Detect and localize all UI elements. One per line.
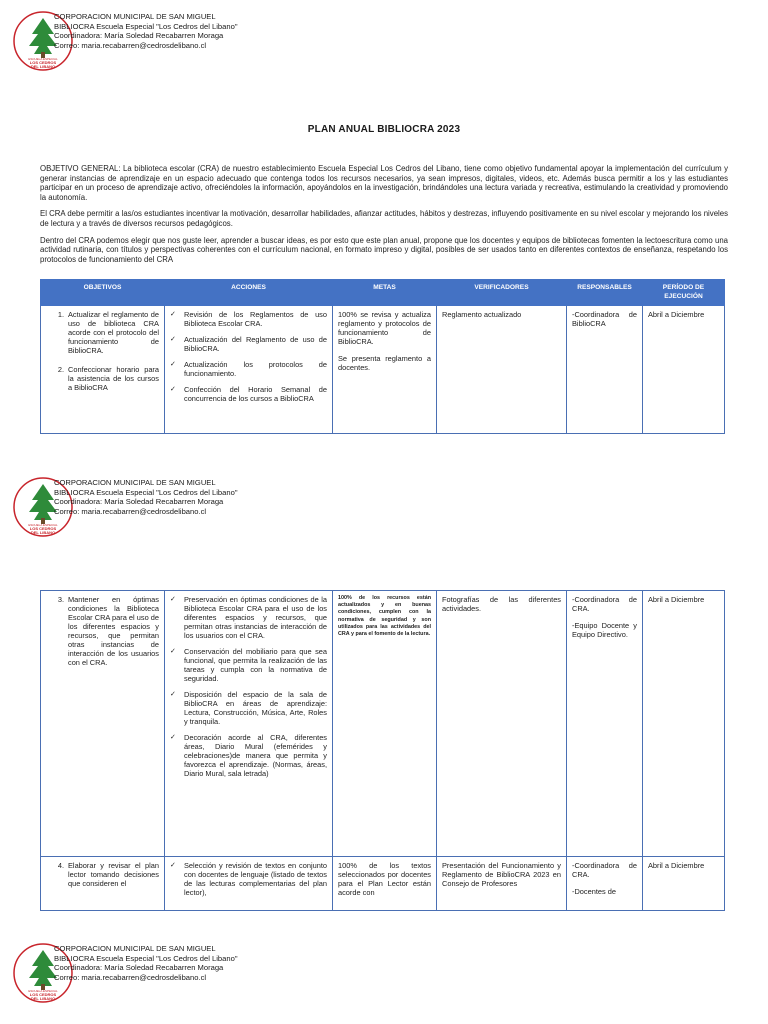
period-cell	[643, 306, 725, 434]
header-coordinator: Coordinadora: María Soledad Recabarren Moraga	[54, 31, 224, 41]
action-item: ✓ Conservación del mobiliario para que sea funcional, que permita la realización de las tareas y cumpla con la normativa de seguridad.	[170, 647, 327, 683]
period-cell	[643, 591, 725, 857]
logo-text-2: LOS CEDROS	[29, 60, 57, 65]
period-text: Abril a Diciembre	[648, 595, 705, 604]
paragraph-objective: OBJETIVO GENERAL: La biblioteca escolar (CRA) de nuestro establecimiento Escuela Especial Los Cedros del Libano, tiene como objetivo fundamental apoyar la implementación del currículum y generar instancias de aprendizaje en un espacio adecuado que contenga todos los recursos necesarios, ya sean impresos, digitales, videos, etc. Además busca permitir a los y las estudiantes participar en un proceso de aprendizaje activo, ofreciéndoles la información, apoyándolos en la investigación, brindándoles una lectura variada y recreativa, estimulando la creatividad y promoviendo la autonomía.	[40, 164, 728, 202]
goal-text: 100% de los recursos están actualizados y en buenas condiciones, cumplen con la normativa de seguridad y son utilizados para las actividades del CRA y para el fomento de la lectura.	[338, 595, 431, 638]
col-verificadores: VERIFICADORES	[437, 280, 567, 306]
period-text: Abril a Diciembre	[648, 310, 705, 319]
header-email[interactable]: Correo: maria.recabarren@cedrosdelibano.cl	[54, 40, 207, 50]
objectives-cell	[41, 857, 165, 911]
page-header	[12, 10, 412, 76]
check-icon: ✓	[170, 734, 176, 741]
header-corporation: CORPORACION MUNICIPAL DE SAN MIGUEL	[54, 12, 216, 21]
goal-text: 100% se revisa y actualiza reglamento y protocolos de funcionamiento de BiblioCRA.	[338, 310, 431, 346]
svg-text:DEL LIBANO: DEL LIBANO	[30, 996, 56, 1001]
check-icon: ✓	[170, 862, 176, 869]
responsibles-cell	[567, 591, 643, 857]
goals-cell	[333, 591, 437, 857]
svg-text:LOS CEDROS: LOS CEDROS	[29, 526, 57, 531]
responsibles-cell	[567, 306, 643, 434]
verifiers-cell	[437, 591, 567, 857]
header-email[interactable]: Correo: maria.recabarren@cedrosdelibano.cl	[54, 506, 207, 516]
responsible-text: -Coordinadora de BiblioCRA	[572, 310, 637, 328]
action-item: ✓ Revisión de los Reglamentos de uso Biblioteca Escolar CRA.	[170, 310, 327, 328]
logo-text-1: ESCUELA ESPECIAL	[28, 57, 58, 61]
header-email[interactable]: Correo: maria.recabarren@cedrosdelibano.cl	[54, 972, 207, 982]
actions-cell	[165, 591, 333, 857]
verifier-text: Fotografías de las diferentes actividades.	[442, 595, 561, 613]
table-row	[41, 857, 725, 911]
col-objetivos: OBJETIVOS	[41, 280, 165, 306]
paragraph-cra: El CRA debe permitir a las/os estudiantes incentivar la motivación, desarrollar habilidades, afianzar actitudes, hábitos y destrezas, influyendo positivamente en su nivel escolar y mejorando los niveles de lectura y a través de diversos recursos pedagógicos.	[40, 209, 728, 228]
objective-item: 3. Mantener en óptimas condiciones la Biblioteca Escolar CRA para el uso de los diferentes espacios y recursos, que permitan otras instancias de interacción de los usuarios con el CRA.	[57, 595, 159, 667]
check-icon: ✓	[170, 311, 176, 318]
check-icon: ✓	[170, 386, 176, 393]
action-item: ✓ Decoración acorde al CRA, diferentes áreas, Diario Mural (efemérides y celebraciones)de manera que permita y favorezca el aprendizaje. (Normas, áreas, Diario Mural, sala letrada)	[170, 733, 327, 778]
col-responsables: RESPONSABLES	[567, 280, 643, 306]
check-icon: ✓	[170, 336, 176, 343]
objective-item: 1. Actualizar el reglamento de uso de biblioteca CRA acorde con el protocolo del funcionamiento de BiblioCRA.	[57, 310, 159, 355]
verifier-text: Reglamento actualizado	[442, 310, 522, 319]
col-metas: METAS	[333, 280, 437, 306]
table-row	[41, 306, 725, 434]
objectives-cell	[41, 306, 165, 434]
page-title: PLAN ANUAL BIBLIOCRA 2023	[307, 124, 461, 135]
header-school: BIBLIOCRA Escuela Especial "Los Cedros del Libano"	[54, 21, 238, 31]
check-icon: ✓	[170, 648, 176, 655]
plan-table-page2	[40, 590, 725, 911]
action-item: ✓ Confección del Horario Semanal de concurrencia de los cursos a BiblioCRA	[170, 385, 327, 403]
verifier-text: Presentación del Funcionamiento y Reglamento de BiblioCRA 2023 en Consejo de Profesores	[442, 861, 561, 888]
header-text	[54, 478, 238, 516]
header-text	[54, 12, 238, 50]
objective-item: 2. Confeccionar horario para la asistencia de los cursos a BiblioCRA	[57, 365, 159, 392]
responsible-text: -Docentes de	[572, 887, 616, 896]
check-icon: ✓	[170, 361, 176, 368]
table-row	[41, 591, 725, 857]
responsible-text: -Coordinadora de CRA.	[572, 595, 637, 613]
objective-item: 4. Elaborar y revisar el plan lector tomando decisiones que consideren el	[57, 861, 159, 888]
svg-text:ESCUELA ESPECIAL: ESCUELA ESPECIAL	[28, 523, 58, 527]
action-item: ✓ Actualización los protocolos de funcionamiento.	[170, 360, 327, 378]
header-coordinator: Coordinadora: María Soledad Recabarren Moraga	[54, 497, 224, 507]
verifiers-cell	[437, 857, 567, 911]
header-coordinator: Coordinadora: María Soledad Recabarren Moraga	[54, 963, 224, 973]
objective-text	[40, 164, 728, 271]
col-acciones: ACCIONES	[165, 280, 333, 306]
goal-text: Se presenta reglamento a docentes.	[338, 354, 431, 372]
verifiers-cell	[437, 306, 567, 434]
period-text: Abril a Diciembre	[648, 861, 705, 870]
action-item: ✓ Disposición del espacio de la sala de BiblioCRA en áreas de aprendizaje: Lectura, Construcción, Música, Arte, Roles y tranquila.	[170, 690, 327, 726]
objectives-cell	[41, 591, 165, 857]
header-corporation: CORPORACION MUNICIPAL DE SAN MIGUEL	[54, 944, 216, 953]
page-header	[12, 942, 412, 1008]
action-item: ✓ Preservación en óptimas condiciones de la Biblioteca Escolar CRA para el uso de los diferentes espacios y recursos, que permitan otras instancias de interacción de los usuarios con el CRA.	[170, 595, 327, 640]
plan-table-page1	[40, 279, 725, 434]
header-school: BIBLIOCRA Escuela Especial "Los Cedros del Libano"	[54, 953, 238, 963]
goals-cell	[333, 857, 437, 911]
svg-text:ESCUELA ESPECIAL: ESCUELA ESPECIAL	[28, 989, 58, 993]
action-item: ✓ Actualización del Reglamento de uso de BiblioCRA.	[170, 335, 327, 353]
responsible-text: -Equipo Docente y Equipo Directivo.	[572, 621, 637, 639]
responsibles-cell	[567, 857, 643, 911]
svg-text:LOS CEDROS: LOS CEDROS	[29, 992, 57, 997]
header-corporation: CORPORACION MUNICIPAL DE SAN MIGUEL	[54, 478, 216, 487]
header-school: BIBLIOCRA Escuela Especial "Los Cedros del Libano"	[54, 487, 238, 497]
period-cell	[643, 857, 725, 911]
actions-cell	[165, 306, 333, 434]
col-periodo: PERÍODO DE EJECUCIÓN	[643, 280, 725, 306]
paragraph-plan: Dentro del CRA podemos elegir que nos guste leer, aprender a buscar ideas, es por esto que este plan anual, propone que los docentes y equipos de bibliotecas fomenten la lectoescritura como una actividad rutinaria, con títulos y perspectivas coherentes con el currículum nacional, en formato impreso y digital, posibles de ser usados tanto en diferentes contextos de enseñanza, respetando los protocolos de funcionamiento del CRA	[40, 235, 728, 264]
logo-text-3: DEL LIBANO	[30, 64, 56, 69]
check-icon: ✓	[170, 691, 176, 698]
goal-text: 100% de los textos seleccionados por docentes para el Plan Lector están acorde con	[338, 861, 431, 897]
responsible-text: -Coordinadora de CRA.	[572, 861, 637, 879]
actions-cell	[165, 857, 333, 911]
goals-cell	[333, 306, 437, 434]
action-item: ✓ Selección y revisión de textos en conjunto con docentes de lenguaje (listado de textos de las lecturas complementarias del plan lector),	[170, 861, 327, 897]
header-text	[54, 944, 238, 982]
check-icon: ✓	[170, 596, 176, 603]
svg-text:DEL LIBANO: DEL LIBANO	[30, 530, 56, 535]
page-header	[12, 476, 412, 542]
